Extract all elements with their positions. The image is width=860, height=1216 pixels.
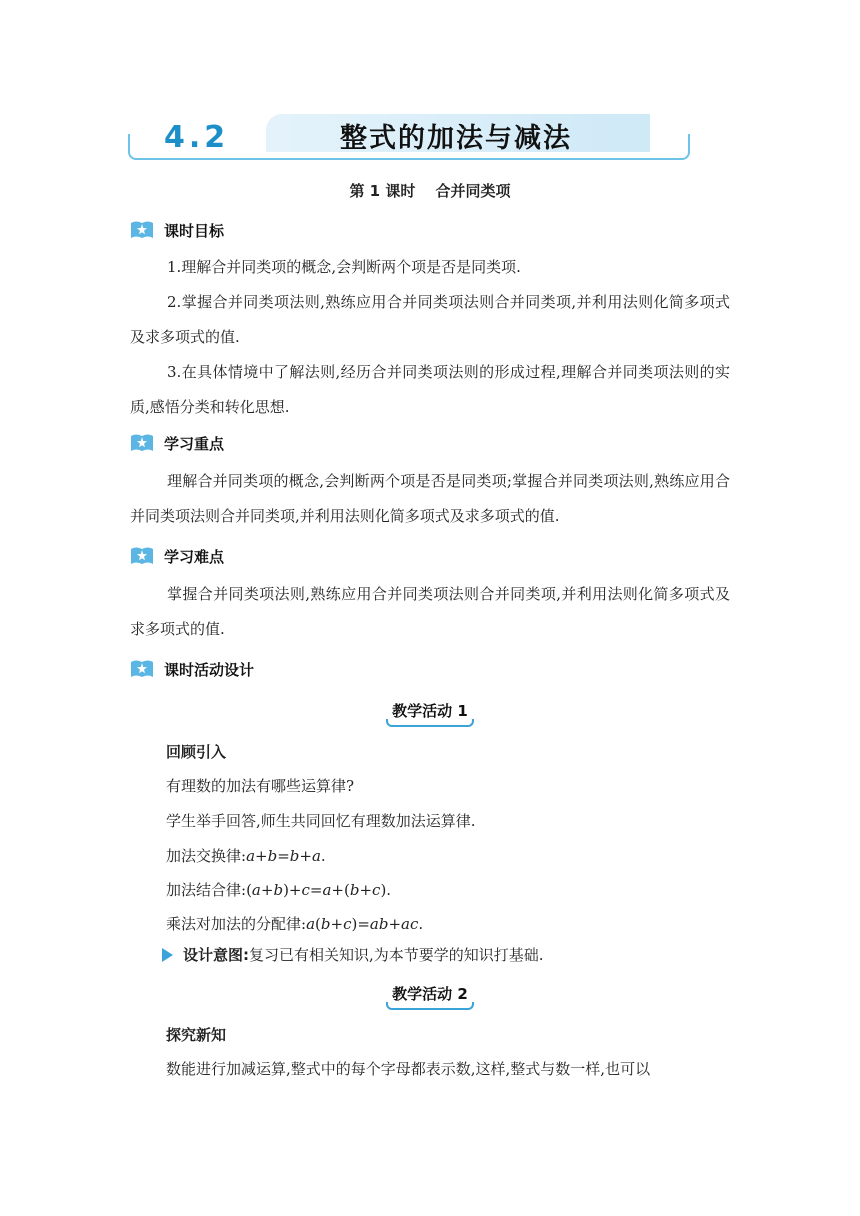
review-question: 有理数的加法有哪些运算律?	[166, 777, 355, 795]
open-book-star-icon	[130, 220, 154, 240]
goal-3: 3.在具体情境中了解法则,经历合并同类项法则的形成过程,理解合并同类项法则的实质,感悟分类和转化思想.	[130, 363, 730, 416]
open-book-star-icon	[130, 433, 154, 453]
section-label: 学习难点	[164, 547, 225, 566]
section-difficulty	[130, 544, 224, 568]
open-book-star-icon	[130, 659, 154, 679]
section-goals	[130, 218, 224, 242]
intent-label: 设计意图:	[183, 946, 249, 964]
law-commutative: 加法交换律:a+b=b+a.	[166, 847, 326, 865]
difficulty-text: 掌握合并同类项法则,熟练应用合并同类项法则合并同类项,并利用法则化简多项式及求多项式的值.	[130, 585, 730, 638]
activity-2-subhead: 探究新知	[166, 1026, 227, 1044]
section-label: 课时活动设计	[164, 660, 255, 679]
activity-2-text: 数能进行加减运算,整式中的每个字母都表示数,这样,整式与数一样,也可以	[166, 1060, 651, 1078]
law-associative: 加法结合律:(a+b)+c=a+(b+c).	[166, 881, 392, 899]
triangle-pointer-icon	[162, 948, 173, 962]
lesson-title: 第 1 课时 合并同类项	[349, 182, 511, 200]
activity-underline	[386, 719, 474, 727]
law-label: 加法结合律:	[166, 881, 247, 899]
activity-1-subhead: 回顾引入	[166, 743, 227, 761]
activity-1-heading	[0, 700, 860, 725]
activity-2-heading	[0, 983, 860, 1008]
review-answer: 学生举手回答,师生共同回忆有理数加法运算律.	[166, 812, 476, 830]
law-label: 加法交换律:	[166, 847, 247, 865]
intent-text: 复习已有相关知识,为本节要学的知识打基础.	[249, 946, 544, 964]
key-text: 理解合并同类项的概念,会判断两个项是否是同类项;掌握合并同类项法则,熟练应用合并同类项法则合并同类项,并利用法则化简多项式及求多项式的值.	[130, 472, 730, 525]
chapter-header	[128, 112, 690, 164]
chapter-number: 4.2	[164, 120, 230, 155]
section-label: 课时目标	[164, 221, 225, 240]
activity-underline	[386, 1002, 474, 1010]
chapter-title: 整式的加法与减法	[340, 123, 572, 154]
section-design	[130, 657, 254, 681]
section-label: 学习重点	[164, 434, 225, 453]
design-intent	[162, 944, 544, 965]
open-book-star-icon	[130, 546, 154, 566]
activity-title: 教学活动 1	[392, 702, 468, 720]
activity-title: 教学活动 2	[392, 985, 468, 1003]
law-label: 乘法对加法的分配律:	[166, 915, 307, 933]
goal-2: 2.掌握合并同类项法则,熟练应用合并同类项法则合并同类项,并利用法则化简多项式及求多项式的值.	[130, 293, 730, 346]
law-distributive: 乘法对加法的分配律:a(b+c)=ab+ac.	[166, 915, 424, 933]
goal-1: 1.理解合并同类项的概念,会判断两个项是否是同类项.	[167, 258, 521, 276]
section-key	[130, 431, 224, 455]
